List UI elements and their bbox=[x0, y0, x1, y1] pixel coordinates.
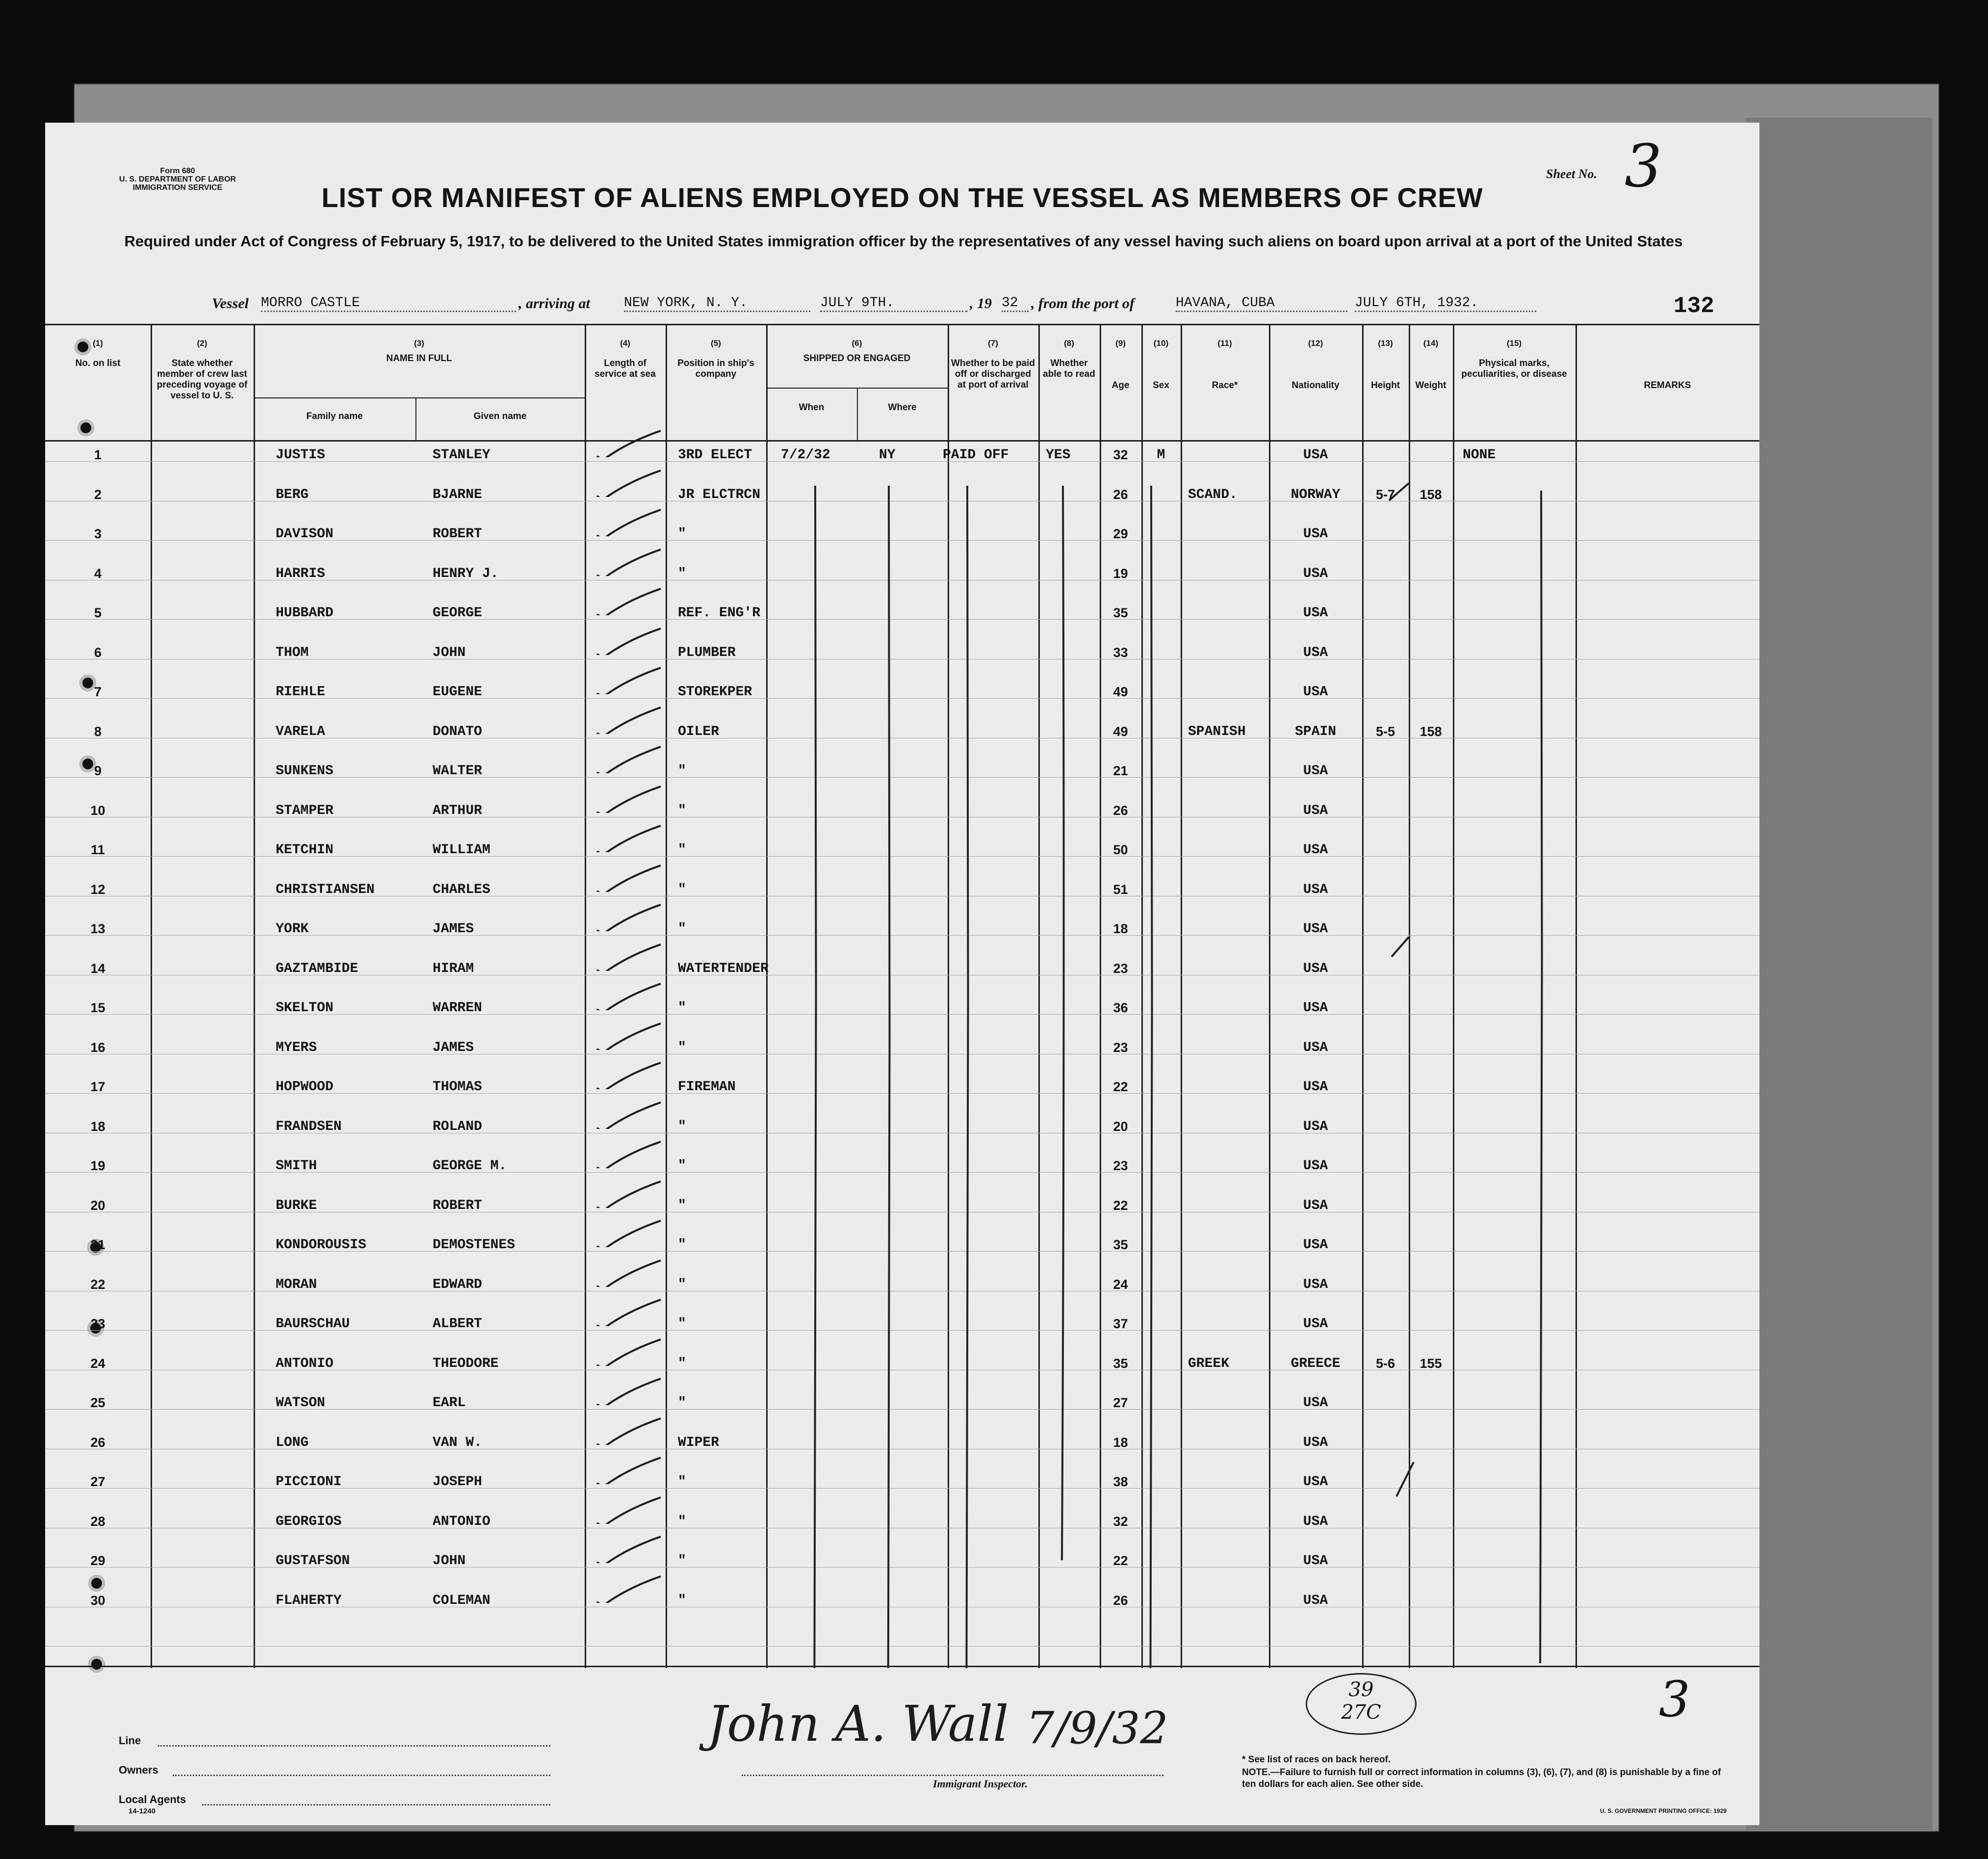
column-number: (10) bbox=[1153, 339, 1169, 348]
column-header: Whether to be paid off or discharged at port of arrival bbox=[951, 358, 1035, 390]
cell-no: 10 bbox=[90, 803, 105, 818]
inspector-signature: John A. Wall bbox=[707, 1695, 1009, 1753]
column-number: (11) bbox=[1217, 339, 1232, 348]
cell-position: PLUMBER bbox=[678, 645, 736, 660]
column-number: (13) bbox=[1378, 339, 1393, 348]
cell-weight: 158 bbox=[1420, 487, 1442, 502]
cell-family: HARRIS bbox=[276, 566, 325, 581]
cell-age: 23 bbox=[1113, 1158, 1128, 1173]
cell-position: REF. ENG'R bbox=[678, 605, 761, 621]
cell-position: " bbox=[678, 763, 686, 779]
cell-given: JOHN bbox=[433, 645, 466, 660]
cell-no: 23 bbox=[90, 1316, 105, 1331]
cell-family: MYERS bbox=[276, 1040, 317, 1055]
cell-position: WIPER bbox=[678, 1435, 720, 1450]
ditto-stroke bbox=[814, 486, 816, 1668]
sheet-label: Sheet No. bbox=[1546, 167, 1597, 181]
cell-no: 28 bbox=[90, 1514, 105, 1529]
cell-no: 11 bbox=[91, 842, 105, 857]
backing-sheet-edge bbox=[1746, 118, 1933, 1830]
cell-position: " bbox=[678, 1040, 686, 1055]
cell-given: THOMAS bbox=[433, 1079, 482, 1095]
cell-when: 7/2/32 bbox=[781, 447, 830, 463]
departure-date: JULY 6TH, 1932. bbox=[1355, 295, 1536, 312]
departure-port: HAVANA, CUBA bbox=[1176, 295, 1347, 312]
cell-height: 5-6 bbox=[1375, 1356, 1395, 1371]
cell-given: WALTER bbox=[433, 763, 482, 779]
cell-age: 50 bbox=[1113, 842, 1128, 857]
cell-age: 22 bbox=[1113, 1198, 1128, 1213]
cell-given: WILLIAM bbox=[433, 842, 491, 858]
cell-age: 38 bbox=[1113, 1474, 1128, 1489]
column-header: Physical marks, peculiarities, or disease bbox=[1461, 358, 1567, 379]
cell-given: JAMES bbox=[433, 1040, 474, 1055]
cell-no: 18 bbox=[90, 1119, 105, 1134]
cell-family: CHRISTIANSEN bbox=[276, 882, 375, 897]
subheader-family: Family name bbox=[306, 411, 363, 421]
cell-given: JOSEPH bbox=[433, 1474, 482, 1490]
cell-position: " bbox=[678, 526, 686, 542]
voyage-line bbox=[212, 289, 1732, 319]
cell-marks: NONE bbox=[1463, 447, 1496, 463]
owners-field bbox=[173, 1774, 550, 1776]
cell-given: EUGENE bbox=[433, 684, 482, 700]
cell-read: YES bbox=[1046, 447, 1071, 463]
column-number: (15) bbox=[1506, 339, 1522, 348]
cell-no: 19 bbox=[90, 1158, 105, 1173]
cell-position: " bbox=[678, 1553, 686, 1569]
subheader-given: Given name bbox=[473, 411, 527, 421]
cell-family: ANTONIO bbox=[276, 1356, 334, 1371]
column-header: Position in ship's company bbox=[677, 358, 754, 379]
cell-no: 24 bbox=[90, 1356, 105, 1371]
cell-given: HENRY J. bbox=[433, 566, 499, 581]
cell-family: WATSON bbox=[276, 1395, 325, 1411]
cell-family: LONG bbox=[276, 1435, 309, 1450]
ditto-stroke bbox=[1540, 491, 1542, 1663]
arrival-year: 32 bbox=[1002, 295, 1029, 312]
cell-family: VARELA bbox=[276, 724, 325, 739]
cell-no: 7 bbox=[94, 684, 102, 699]
cell-family: SKELTON bbox=[276, 1000, 334, 1016]
tick-stroke bbox=[1396, 1462, 1414, 1496]
cell-family: BURKE bbox=[276, 1198, 317, 1213]
cell-no: 27 bbox=[90, 1474, 105, 1489]
cell-family: SUNKENS bbox=[276, 763, 334, 779]
cell-no: 1 bbox=[94, 447, 102, 462]
crew-table bbox=[45, 324, 1759, 1668]
cell-position: " bbox=[678, 1277, 686, 1292]
column-header: Whether able to read bbox=[1043, 358, 1095, 379]
cell-age: 18 bbox=[1113, 921, 1128, 936]
column-number: (7) bbox=[988, 339, 998, 348]
ditto-stroke bbox=[888, 486, 890, 1668]
subheader-when: When bbox=[799, 402, 825, 413]
cell-age: 21 bbox=[1113, 763, 1128, 778]
column-header: Height bbox=[1370, 380, 1400, 391]
cell-no: 4 bbox=[94, 566, 102, 581]
cell-family: FRANDSEN bbox=[276, 1119, 342, 1134]
cell-position: " bbox=[678, 1514, 686, 1529]
inspector-label: Immigrant Inspector. bbox=[933, 1778, 1028, 1790]
cell-age: 35 bbox=[1113, 1237, 1128, 1252]
cell-given: ROBERT bbox=[433, 1198, 482, 1213]
cell-position: " bbox=[678, 566, 686, 581]
cell-family: DAVISON bbox=[276, 526, 334, 542]
cell-nationality: USA bbox=[1303, 1237, 1328, 1253]
cell-age: 49 bbox=[1113, 684, 1128, 699]
cell-family: KETCHIN bbox=[276, 842, 334, 858]
column-number: (1) bbox=[93, 339, 103, 348]
cell-position: STOREKPER bbox=[678, 684, 752, 700]
cell-nationality: USA bbox=[1303, 1435, 1328, 1450]
cell-nationality: USA bbox=[1303, 1158, 1328, 1174]
corner-mark: 3 bbox=[1659, 1671, 1690, 1728]
cell-nationality: USA bbox=[1303, 961, 1328, 976]
cell-nationality: USA bbox=[1303, 684, 1328, 700]
cell-nationality: USA bbox=[1303, 1040, 1328, 1055]
cell-no: 17 bbox=[90, 1079, 105, 1094]
cell-age: 20 bbox=[1113, 1119, 1128, 1134]
page-number: 132 bbox=[1674, 293, 1714, 319]
cell-given: ARTHUR bbox=[433, 803, 482, 818]
cell-given: GEORGE bbox=[433, 605, 482, 621]
cell-given: CHARLES bbox=[433, 882, 491, 897]
column-number: (3) bbox=[414, 339, 424, 348]
tick-stroke bbox=[1389, 483, 1409, 500]
signature-field bbox=[742, 1774, 1163, 1776]
cell-nationality: USA bbox=[1303, 447, 1328, 463]
cell-nationality: USA bbox=[1303, 1000, 1328, 1016]
cell-nationality: USA bbox=[1303, 842, 1328, 858]
cell-nationality: USA bbox=[1303, 566, 1328, 581]
ditto-strokes bbox=[45, 324, 1759, 1668]
cell-given: ALBERT bbox=[433, 1316, 482, 1332]
cell-position: " bbox=[678, 1237, 686, 1253]
cell-no: 6 bbox=[94, 645, 102, 660]
column-number: (8) bbox=[1064, 339, 1074, 348]
cell-height: 5-5 bbox=[1375, 724, 1395, 739]
arriving-label: , arriving at bbox=[518, 295, 590, 312]
cell-position: " bbox=[678, 1000, 686, 1016]
cell-nationality: USA bbox=[1303, 1316, 1328, 1332]
column-header: Weight bbox=[1415, 380, 1446, 391]
cell-nationality: USA bbox=[1303, 605, 1328, 621]
column-header: Age bbox=[1111, 380, 1130, 391]
cell-position: " bbox=[678, 1593, 686, 1608]
form-code: 14-1240 bbox=[129, 1807, 156, 1815]
subheader-where: Where bbox=[888, 402, 917, 413]
column-header: Nationality bbox=[1291, 380, 1340, 391]
cell-position: " bbox=[678, 882, 686, 897]
cell-no: 12 bbox=[90, 882, 105, 897]
sheet-number: 3 bbox=[1625, 132, 1662, 201]
cell-no: 8 bbox=[94, 724, 102, 739]
cell-where: NY bbox=[879, 447, 896, 463]
year-prefix: , 19 bbox=[970, 295, 992, 312]
cell-age: 19 bbox=[1113, 566, 1128, 581]
cell-given: DONATO bbox=[433, 724, 482, 739]
from-port-label: , from the port of bbox=[1031, 295, 1135, 312]
cell-age: 51 bbox=[1113, 882, 1128, 897]
line-field bbox=[158, 1744, 550, 1747]
cell-age: 32 bbox=[1113, 1514, 1128, 1529]
cell-nationality: USA bbox=[1303, 1514, 1328, 1529]
column-number: (9) bbox=[1115, 339, 1126, 348]
cell-position: WATERTENDER bbox=[678, 961, 769, 976]
circled-note-bottom: 27C bbox=[1341, 1701, 1381, 1724]
cell-family: HUBBARD bbox=[276, 605, 334, 621]
cell-no: 22 bbox=[90, 1277, 105, 1292]
cell-given: JAMES bbox=[433, 921, 474, 937]
document-subtitle: Required under Act of Congress of February 5, 1917, to be delivered to the United States immigration officer by the representatives of any vessel having such aliens on board upon arrival at a port of the United States bbox=[124, 233, 1683, 250]
cell-position: " bbox=[678, 1395, 686, 1411]
tick-stroke bbox=[1392, 937, 1409, 957]
vessel-name: MORRO CASTLE bbox=[261, 295, 516, 312]
cell-age: 22 bbox=[1113, 1079, 1128, 1094]
cell-position: 3RD ELECT bbox=[678, 447, 752, 463]
department: U. S. DEPARTMENT OF LABOR bbox=[119, 175, 236, 183]
cell-given: BJARNE bbox=[433, 487, 482, 502]
races-note: * See list of races on back hereof. bbox=[1242, 1754, 1391, 1765]
column-header: No. on list bbox=[75, 358, 121, 368]
cell-nationality: USA bbox=[1303, 882, 1328, 897]
column-number: (2) bbox=[197, 339, 207, 348]
vessel-label: Vessel bbox=[212, 295, 249, 312]
circled-note-top: 39 bbox=[1348, 1678, 1374, 1701]
manifest-page bbox=[45, 123, 1759, 1825]
cell-nationality: NORWAY bbox=[1291, 487, 1341, 502]
column-number: (5) bbox=[711, 339, 721, 348]
cell-position: " bbox=[678, 1198, 686, 1213]
cell-race: SPANISH bbox=[1188, 724, 1246, 739]
line-label: Line bbox=[119, 1734, 141, 1747]
document-title: LIST OR MANIFEST OF ALIENS EMPLOYED ON THE VESSEL AS MEMBERS OF CREW bbox=[321, 182, 1483, 213]
cell-age: 24 bbox=[1113, 1277, 1128, 1292]
cell-sex: M bbox=[1157, 447, 1165, 463]
cell-nationality: USA bbox=[1303, 1553, 1328, 1569]
cell-family: BERG bbox=[276, 487, 309, 502]
cell-no: 15 bbox=[90, 1000, 105, 1015]
column-header: Sex bbox=[1153, 380, 1169, 391]
cell-age: 27 bbox=[1113, 1395, 1128, 1410]
cell-no: 16 bbox=[90, 1040, 105, 1055]
cell-position: " bbox=[678, 1119, 686, 1134]
cell-nationality: USA bbox=[1303, 526, 1328, 542]
column-number: (12) bbox=[1308, 339, 1323, 348]
cell-given: HIRAM bbox=[433, 961, 474, 976]
cell-family: BAURSCHAU bbox=[276, 1316, 350, 1332]
cell-family: FLAHERTY bbox=[276, 1593, 342, 1608]
cell-age: 26 bbox=[1113, 487, 1128, 502]
cell-given: VAN W. bbox=[433, 1435, 482, 1450]
arrival-port: NEW YORK, N. Y. bbox=[624, 295, 810, 312]
cell-given: EARL bbox=[433, 1395, 466, 1411]
cell-position: JR ELCTRCN bbox=[678, 487, 761, 502]
cell-age: 23 bbox=[1113, 1040, 1128, 1055]
cell-no: 2 bbox=[94, 487, 102, 502]
cell-age: 22 bbox=[1113, 1553, 1128, 1568]
cell-nationality: USA bbox=[1303, 921, 1328, 937]
column-header: SHIPPED OR ENGAGED bbox=[803, 353, 911, 364]
arrival-date: JULY 9TH. bbox=[820, 295, 967, 312]
cell-paid: PAID OFF bbox=[943, 447, 1009, 463]
cell-family: YORK bbox=[276, 921, 309, 937]
column-number: (14) bbox=[1423, 339, 1439, 348]
cell-nationality: USA bbox=[1303, 1593, 1328, 1608]
circled-note bbox=[1306, 1673, 1417, 1735]
cell-family: KONDOROUSIS bbox=[276, 1237, 366, 1253]
signature-date: 7/9/32 bbox=[1026, 1702, 1168, 1754]
cell-given: DEMOSTENES bbox=[433, 1237, 516, 1253]
cell-nationality: SPAIN bbox=[1294, 724, 1336, 739]
cell-given: ROLAND bbox=[433, 1119, 482, 1134]
cell-age: 37 bbox=[1113, 1316, 1128, 1331]
cell-age: 29 bbox=[1113, 526, 1128, 541]
owners-label: Owners bbox=[119, 1764, 158, 1776]
cell-age: 26 bbox=[1113, 1593, 1128, 1608]
cell-age: 33 bbox=[1113, 645, 1128, 660]
cell-nationality: USA bbox=[1303, 645, 1328, 660]
cell-family: GEORGIOS bbox=[276, 1514, 342, 1529]
column-header: NAME IN FULL bbox=[386, 353, 452, 364]
cell-no: 14 bbox=[90, 961, 105, 976]
cell-given: EDWARD bbox=[433, 1277, 482, 1292]
column-number: (4) bbox=[620, 339, 630, 348]
cell-position: " bbox=[678, 842, 686, 858]
cell-given: ROBERT bbox=[433, 526, 482, 542]
cell-given: GEORGE M. bbox=[433, 1158, 507, 1174]
cell-no: 5 bbox=[94, 605, 102, 620]
cell-position: " bbox=[678, 1316, 686, 1332]
cell-no: 21 bbox=[90, 1237, 105, 1252]
cell-family: STAMPER bbox=[276, 803, 334, 818]
cell-age: 32 bbox=[1113, 447, 1128, 462]
column-header: Length of service at sea bbox=[594, 358, 656, 379]
cell-given: COLEMAN bbox=[433, 1593, 491, 1608]
cell-age: 23 bbox=[1113, 961, 1128, 976]
cell-position: " bbox=[678, 803, 686, 818]
cell-weight: 155 bbox=[1420, 1356, 1442, 1371]
cell-height: 5-7 bbox=[1375, 487, 1395, 502]
cell-age: 36 bbox=[1113, 1000, 1128, 1015]
cell-position: FIREMAN bbox=[678, 1079, 736, 1095]
cell-family: GUSTAFSON bbox=[276, 1553, 350, 1569]
cell-position: OILER bbox=[678, 724, 720, 739]
cell-no: 3 bbox=[94, 526, 102, 541]
agents-field bbox=[202, 1803, 550, 1806]
cell-nationality: USA bbox=[1303, 1474, 1328, 1490]
cell-nationality: USA bbox=[1303, 1277, 1328, 1292]
cell-given: WARREN bbox=[433, 1000, 482, 1016]
ditto-stroke bbox=[966, 486, 968, 1668]
cell-family: MORAN bbox=[276, 1277, 317, 1292]
column-header: State whether member of crew last preceding voyage of vessel to U. S. bbox=[156, 358, 248, 401]
ditto-stroke bbox=[1062, 486, 1064, 1560]
column-number: (6) bbox=[852, 339, 862, 348]
cell-nationality: USA bbox=[1303, 763, 1328, 779]
cell-no: 20 bbox=[90, 1198, 105, 1213]
cell-age: 18 bbox=[1113, 1435, 1128, 1450]
cell-position: " bbox=[678, 921, 686, 937]
cell-family: SMITH bbox=[276, 1158, 317, 1174]
cell-no: 26 bbox=[90, 1435, 105, 1450]
printer-note: U. S. GOVERNMENT PRINTING OFFICE: 1929 bbox=[1600, 1807, 1727, 1814]
cell-family: THOM bbox=[276, 645, 309, 660]
cell-no: 13 bbox=[90, 921, 105, 936]
cell-family: HOPWOOD bbox=[276, 1079, 334, 1095]
cell-race: GREEK bbox=[1188, 1356, 1230, 1371]
cell-given: ANTONIO bbox=[433, 1514, 491, 1529]
cell-position: " bbox=[678, 1158, 686, 1174]
cell-age: 26 bbox=[1113, 803, 1128, 818]
agents-label: Local Agents bbox=[119, 1793, 186, 1806]
cell-nationality: USA bbox=[1303, 1079, 1328, 1095]
cell-given: JOHN bbox=[433, 1553, 466, 1569]
cell-age: 49 bbox=[1113, 724, 1128, 739]
cell-nationality: USA bbox=[1303, 803, 1328, 818]
cell-given: THEODORE bbox=[433, 1356, 499, 1371]
cell-no: 25 bbox=[90, 1395, 105, 1410]
cell-age: 35 bbox=[1113, 1356, 1128, 1371]
cell-given: STANLEY bbox=[433, 447, 491, 463]
footer bbox=[45, 1671, 1759, 1823]
cell-family: JUSTIS bbox=[276, 447, 325, 463]
service: IMMIGRATION SERVICE bbox=[132, 183, 223, 192]
cell-no: 30 bbox=[90, 1593, 105, 1608]
ditto-stroke bbox=[1150, 486, 1152, 1668]
column-header: Race* bbox=[1212, 380, 1238, 391]
cell-weight: 158 bbox=[1420, 724, 1442, 739]
form-number: Form 680 bbox=[160, 167, 195, 175]
cell-nationality: USA bbox=[1303, 1395, 1328, 1411]
cell-family: PICCIONI bbox=[276, 1474, 342, 1490]
cell-no: 29 bbox=[90, 1553, 105, 1568]
cell-family: RIEHLE bbox=[276, 684, 325, 700]
column-header: REMARKS bbox=[1644, 380, 1691, 391]
cell-age: 35 bbox=[1113, 605, 1128, 620]
cell-race: SCAND. bbox=[1188, 487, 1238, 502]
penalty-note: NOTE.—Failure to furnish full or correct information in columns (3), (6), (7), and (8) is punishable by a fine of ten dollars for each alien. See other side. bbox=[1242, 1767, 1721, 1789]
cell-position: " bbox=[678, 1474, 686, 1490]
cell-no: 9 bbox=[94, 763, 102, 778]
cell-nationality: GREECE bbox=[1291, 1356, 1341, 1371]
cell-position: " bbox=[678, 1356, 686, 1371]
cell-nationality: USA bbox=[1303, 1119, 1328, 1134]
cell-family: GAZTAMBIDE bbox=[276, 961, 359, 976]
cell-nationality: USA bbox=[1303, 1198, 1328, 1213]
